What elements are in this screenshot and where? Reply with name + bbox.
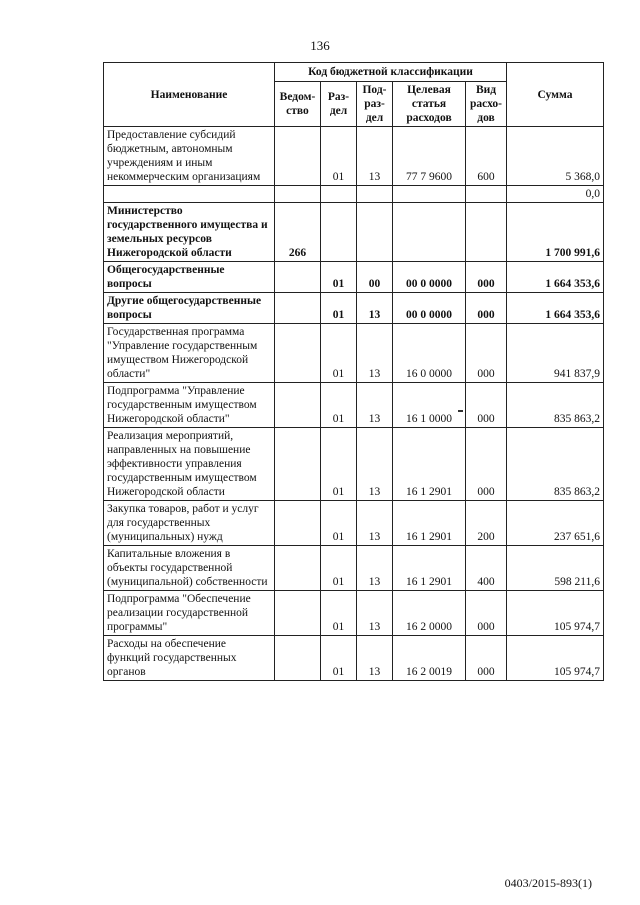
table-row <box>104 203 604 262</box>
cell-podrazdel <box>357 186 393 203</box>
header-name: Наименование <box>104 63 275 127</box>
cell-vedomstvo <box>275 293 321 324</box>
cell-vid-raskhodov: 000 <box>466 262 507 293</box>
header-classification-code: Код бюджетной классификации <box>275 63 507 82</box>
cell-sum: 835 863,2 <box>507 428 604 501</box>
cell-tselevaya-statya: 16 1 2901 <box>393 546 466 591</box>
cell-sum: 1 664 353,6 <box>507 262 604 293</box>
table-row <box>104 428 604 501</box>
cell-razdel: 01 <box>321 324 357 383</box>
cell-vedomstvo: 266 <box>275 203 321 262</box>
cell-name: Общегосударственные вопросы <box>104 262 275 293</box>
cell-razdel: 01 <box>321 127 357 186</box>
header-vid-raskhodov: Вид расхо-дов <box>466 82 507 127</box>
cell-vid-raskhodov: 000 <box>466 293 507 324</box>
cell-sum: 105 974,7 <box>507 591 604 636</box>
cell-tselevaya-statya: 16 1 0000 <box>393 383 466 428</box>
table-row <box>104 383 604 428</box>
cell-vid-raskhodov: 000 <box>466 428 507 501</box>
cell-podrazdel: 13 <box>357 501 393 546</box>
cell-name: Подпрограмма "Обеспечение реализации государственной программы" <box>104 591 275 636</box>
cell-razdel: 01 <box>321 383 357 428</box>
cell-name: Предоставление субсидий бюджетным, автономным учреждениям и иным некоммерческим организациям <box>104 127 275 186</box>
table-row <box>104 293 604 324</box>
cell-podrazdel: 13 <box>357 428 393 501</box>
cell-razdel: 01 <box>321 591 357 636</box>
cell-name: Министерство государственного имущества и земельных ресурсов Нижегородской области <box>104 203 275 262</box>
cell-razdel: 01 <box>321 501 357 546</box>
cell-sum: 1 664 353,6 <box>507 293 604 324</box>
cell-sum: 237 651,6 <box>507 501 604 546</box>
cell-podrazdel: 13 <box>357 324 393 383</box>
cell-tselevaya-statya: 16 1 2901 <box>393 428 466 501</box>
table-row <box>104 546 604 591</box>
header-tselevaya-statya: Целевая статья расходов <box>393 82 466 127</box>
header-razdel: Раз-дел <box>321 82 357 127</box>
cell-name: Другие общегосударственные вопросы <box>104 293 275 324</box>
table-row <box>104 501 604 546</box>
cell-podrazdel: 13 <box>357 591 393 636</box>
table-row <box>104 591 604 636</box>
header-sum: Сумма <box>507 63 604 127</box>
cell-name: Реализация мероприятий, направленных на повышение эффективности управления государственным имуществом Нижегородской области <box>104 428 275 501</box>
cell-vid-raskhodov: 400 <box>466 546 507 591</box>
table-row <box>104 127 604 186</box>
cell-tselevaya-statya: 00 0 0000 <box>393 293 466 324</box>
cell-vedomstvo <box>275 186 321 203</box>
table-row <box>104 324 604 383</box>
cell-vid-raskhodov: 600 <box>466 127 507 186</box>
header-podrazdel: Под-раз-дел <box>357 82 393 127</box>
cell-podrazdel: 13 <box>357 636 393 681</box>
cell-vedomstvo <box>275 324 321 383</box>
cell-vedomstvo <box>275 383 321 428</box>
cell-razdel: 01 <box>321 262 357 293</box>
cell-vedomstvo <box>275 546 321 591</box>
cell-sum: 835 863,2 <box>507 383 604 428</box>
page-number: 136 <box>310 38 330 53</box>
table-row <box>104 636 604 681</box>
cell-sum: 105 974,7 <box>507 636 604 681</box>
cell-vedomstvo <box>275 428 321 501</box>
cell-razdel: 01 <box>321 546 357 591</box>
table-row <box>104 186 604 203</box>
cell-tselevaya-statya: 16 2 0000 <box>393 591 466 636</box>
cell-vedomstvo <box>275 501 321 546</box>
cell-vid-raskhodov: 000 <box>466 383 507 428</box>
cell-vedomstvo <box>275 127 321 186</box>
cell-sum: 5 368,0 <box>507 127 604 186</box>
cell-tselevaya-statya: 16 0 0000 <box>393 324 466 383</box>
cell-name: Капитальные вложения в объекты государственной (муниципальной) собственности <box>104 546 275 591</box>
cell-name: Закупка товаров, работ и услуг для государственных (муниципальных) нужд <box>104 501 275 546</box>
cell-podrazdel <box>357 203 393 262</box>
cell-podrazdel: 13 <box>357 383 393 428</box>
cell-razdel <box>321 203 357 262</box>
cell-vid-raskhodov: 000 <box>466 324 507 383</box>
header-vedomstvo: Ведом-ство <box>275 82 321 127</box>
cell-vid-raskhodov: 000 <box>466 636 507 681</box>
cell-podrazdel: 13 <box>357 127 393 186</box>
cell-razdel: 01 <box>321 636 357 681</box>
cell-vid-raskhodov: 000 <box>466 591 507 636</box>
cell-sum: 0,0 <box>507 186 604 203</box>
cell-tselevaya-statya: 16 1 2901 <box>393 501 466 546</box>
cell-podrazdel: 13 <box>357 293 393 324</box>
cell-podrazdel: 00 <box>357 262 393 293</box>
document-code: 0403/2015-893(1) <box>504 876 592 890</box>
cell-name: Расходы на обеспечение функций государственных органов <box>104 636 275 681</box>
cell-razdel: 01 <box>321 428 357 501</box>
cell-vedomstvo <box>275 591 321 636</box>
cell-vedomstvo <box>275 262 321 293</box>
cell-razdel: 01 <box>321 293 357 324</box>
cell-razdel <box>321 186 357 203</box>
cell-vedomstvo <box>275 636 321 681</box>
cell-tselevaya-statya <box>393 186 466 203</box>
cell-podrazdel: 13 <box>357 546 393 591</box>
cell-sum: 941 837,9 <box>507 324 604 383</box>
budget-table <box>103 62 604 681</box>
cell-tselevaya-statya <box>393 203 466 262</box>
cell-tselevaya-statya: 00 0 0000 <box>393 262 466 293</box>
cell-name <box>104 186 275 203</box>
cell-name: Государственная программа "Управление государственным имуществом Нижегородской области" <box>104 324 275 383</box>
cell-vid-raskhodov <box>466 203 507 262</box>
cell-vid-raskhodov: 200 <box>466 501 507 546</box>
cell-tselevaya-statya: 77 7 9600 <box>393 127 466 186</box>
cell-sum: 1 700 991,6 <box>507 203 604 262</box>
cell-name: Подпрограмма "Управление государственным имуществом Нижегородской области" <box>104 383 275 428</box>
cell-tselevaya-statya: 16 2 0019 <box>393 636 466 681</box>
cell-sum: 598 211,6 <box>507 546 604 591</box>
table-row <box>104 262 604 293</box>
cell-vid-raskhodov <box>466 186 507 203</box>
table-body <box>104 127 604 681</box>
